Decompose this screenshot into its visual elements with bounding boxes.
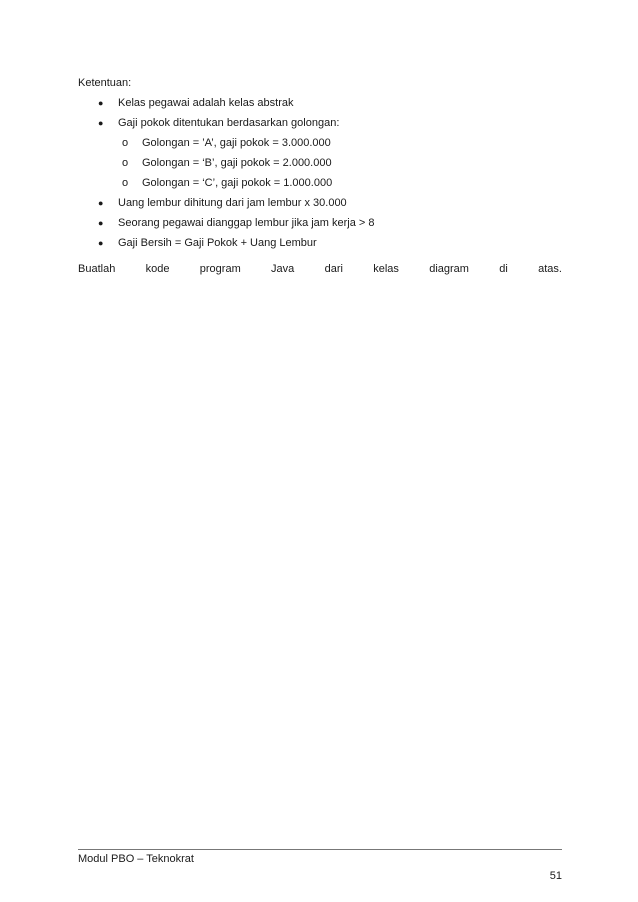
list-item xyxy=(78,193,562,213)
instruction-word: Buatlah xyxy=(78,263,116,275)
instruction-word: atas. xyxy=(538,263,562,275)
list-item-text: Gaji pokok ditentukan berdasarkan golongan: xyxy=(118,117,340,129)
page-number: 51 xyxy=(549,870,562,882)
instruction-word: dari xyxy=(324,263,343,275)
footer-title: Modul PBO – Teknokrat xyxy=(78,853,194,865)
circle-outline-icon: o xyxy=(122,137,129,149)
sub-list-item xyxy=(78,173,562,193)
instruction-word: kode xyxy=(145,263,170,275)
bullet-dot-icon: ● xyxy=(98,118,104,128)
list-item-text: Gaji Bersih = Gaji Pokok + Uang Lembur xyxy=(118,237,317,249)
requirements-list xyxy=(78,93,562,253)
sub-list-item xyxy=(78,133,562,153)
bullet-dot-icon: ● xyxy=(98,98,104,108)
sub-list-item-text: Golongan = ’A’, gaji pokok = 3.000.000 xyxy=(142,137,331,149)
list-item-text: Uang lembur dihitung dari jam lembur x 30.000 xyxy=(118,197,347,209)
sub-list-item-text: Golongan = ‘B’, gaji pokok = 2.000.000 xyxy=(142,157,332,169)
circle-outline-icon: o xyxy=(122,157,129,169)
sub-list-item-text: Golongan = ‘C’, gaji pokok = 1.000.000 xyxy=(142,177,333,189)
instruction-word: kelas xyxy=(373,263,399,275)
list-item xyxy=(78,213,562,233)
list-item-text: Seorang pegawai dianggap lembur jika jam kerja > 8 xyxy=(118,217,375,229)
sub-list-item xyxy=(78,153,562,173)
ketentuan-heading: Ketentuan: xyxy=(78,77,132,89)
instruction-word: diagram xyxy=(429,263,469,275)
instruction-word: program xyxy=(199,263,241,275)
golongan-sublist xyxy=(118,133,562,193)
list-item-text: Kelas pegawai adalah kelas abstrak xyxy=(118,97,294,109)
instruction-paragraph xyxy=(78,259,562,279)
bullet-dot-icon: ● xyxy=(98,238,104,248)
bullet-dot-icon: ● xyxy=(98,218,104,228)
list-item xyxy=(78,93,562,113)
footer-divider xyxy=(78,849,562,850)
instruction-word: Java xyxy=(271,263,295,275)
list-item xyxy=(78,233,562,253)
document-body xyxy=(78,73,562,279)
circle-outline-icon: o xyxy=(122,177,129,189)
bullet-dot-icon: ● xyxy=(98,198,104,208)
list-item xyxy=(78,113,562,193)
instruction-word: di xyxy=(499,263,508,275)
